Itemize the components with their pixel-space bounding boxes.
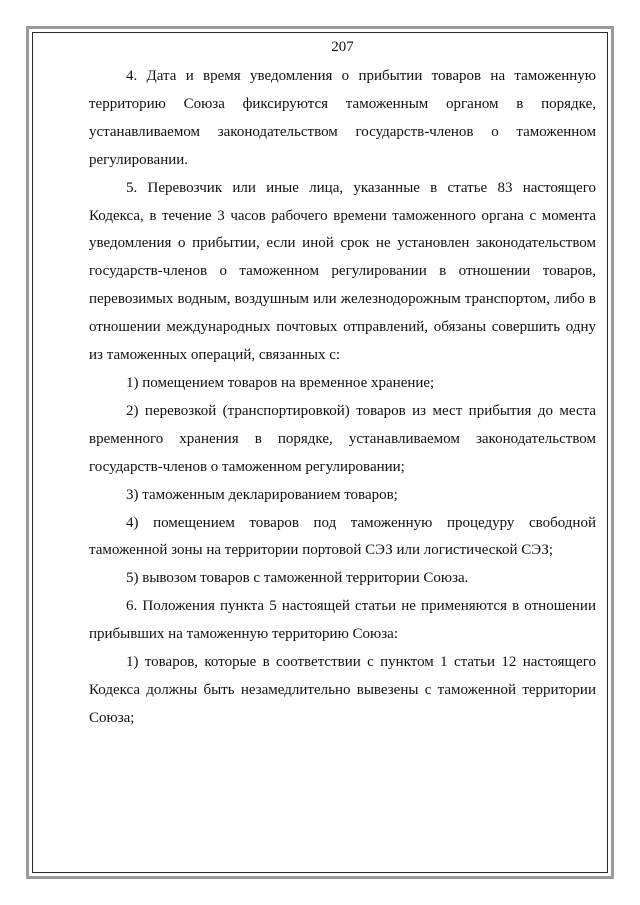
paragraph-5-carrier-obligations: 5. Перевозчик или иные лица, указанные в статье 83 настоящего Кодекса, в течение 3 часов рабочего времени таможенного органа с момента уведомления о прибытии, если иной срок не установлен законодательством государств-членов о таможенном регулировании в отношении товаров, перевозимых водным, воздушным или железнодорожным транспортом, либо в отношении международных почтовых отправлений, обязаны совершить одну из таможенных операций, связанных с: [89, 179, 596, 364]
list-item-immediate-export-goods: 1) товаров, которые в соответствии с пунктом 1 статьи 12 настоящего Кодекса должны быть незамедлительно вывезены с таможенной территории Союза; [89, 654, 596, 726]
paragraph-6-exceptions: 6. Положения пункта 5 настоящей статьи не применяются в отношении прибывших на таможенную территорию Союза: [89, 598, 596, 643]
document-page [89, 36, 596, 733]
page-number: 207 [331, 39, 354, 55]
list-item-transportation: 2) перевозкой (транспортировкой) товаров из мест прибытия до места временного хранения в порядке, устанавливаемом законодательством государств-членов о таможенном регулировании; [89, 402, 596, 475]
list-item-declaration: 3) таможенным декларированием товаров; [126, 486, 398, 503]
list-item-free-zone-procedure: 4) помещением товаров под таможенную процедуру свободной таможенной зоны на территории портовой СЭЗ или логистической СЭЗ; [89, 514, 596, 559]
list-item-temporary-storage: 1) помещением товаров на временное хранение; [126, 374, 435, 391]
list-item-export: 5) вывозом товаров с таможенной территории Союза. [126, 570, 469, 587]
paragraph-4-arrival-notification: 4. Дата и время уведомления о прибытии товаров на таможенную территорию Союза фиксируются таможенным органом в порядке, устанавливаемом законодательством государств-членов о таможенном регулировании. [89, 68, 596, 168]
